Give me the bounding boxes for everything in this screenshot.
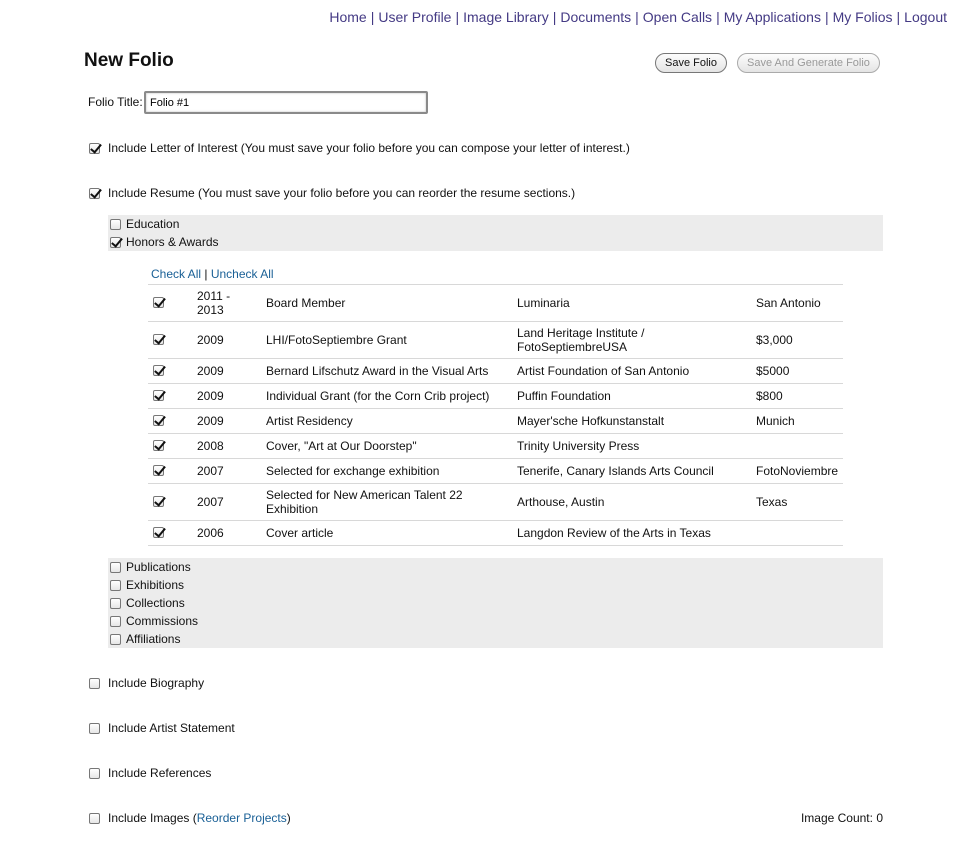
award-checkbox[interactable] <box>153 390 164 401</box>
award-checkbox[interactable] <box>153 415 164 426</box>
award-organization: Trinity University Press <box>517 439 640 453</box>
award-title: Cover, "Art at Our Doorstep" <box>266 439 417 453</box>
award-year: 2009 <box>197 364 224 378</box>
award-location: $800 <box>756 389 783 403</box>
education-label: Education <box>126 217 180 231</box>
nav-separator: | <box>716 9 720 25</box>
award-checkbox[interactable] <box>153 465 164 476</box>
save-and-generate-folio-button[interactable]: Save And Generate Folio <box>737 53 880 73</box>
award-title: Artist Residency <box>266 414 353 428</box>
award-title: Selected for exchange exhibition <box>266 464 440 478</box>
uncheck-all-link[interactable]: Uncheck All <box>210 267 274 281</box>
nav-separator: | <box>824 9 829 25</box>
award-location: Munich <box>756 414 795 428</box>
award-checkbox[interactable] <box>153 440 164 451</box>
award-checkbox[interactable] <box>153 365 164 376</box>
award-organization: Langdon Review of the Arts in Texas <box>517 526 711 540</box>
top-navigation <box>329 9 947 25</box>
award-organization: Arthouse, Austin <box>517 495 605 509</box>
include-images-label <box>108 811 291 825</box>
include-letter-checkbox[interactable] <box>89 143 100 154</box>
include-images-suffix: ) <box>286 811 291 825</box>
award-year: 2009 <box>197 333 224 347</box>
link-separator: | <box>204 267 208 281</box>
award-organization: Tenerife, Canary Islands Arts Council <box>517 464 714 478</box>
affiliations-label: Affiliations <box>126 632 181 646</box>
save-folio-button[interactable]: Save Folio <box>655 53 727 73</box>
award-organization: Artist Foundation of San Antonio <box>517 364 690 378</box>
table-row <box>148 434 843 459</box>
nav-my-folios[interactable]: My Folios <box>832 9 893 25</box>
include-biography-label: Include Biography <box>108 676 205 690</box>
affiliations-checkbox[interactable] <box>110 634 121 645</box>
award-year: 2007 <box>197 464 224 478</box>
nav-logout[interactable]: Logout <box>904 9 947 25</box>
nav-documents[interactable]: Documents <box>560 9 632 25</box>
award-title: Cover article <box>266 526 334 540</box>
table-row <box>148 359 843 384</box>
award-location: Texas <box>756 495 788 509</box>
nav-my-applications[interactable]: My Applications <box>723 9 821 25</box>
award-organization: Luminaria <box>517 296 570 310</box>
commissions-label: Commissions <box>126 614 199 628</box>
honors-awards-label: Honors & Awards <box>126 235 219 249</box>
nav-open-calls[interactable]: Open Calls <box>642 9 713 25</box>
include-letter-label: Include Letter of Interest (You must save your folio before you can compose your letter of interest.) <box>108 141 630 155</box>
include-resume-label: Include Resume (You must save your folio before you can reorder the resume sections.) <box>108 186 576 200</box>
resume-sections-panel <box>108 558 883 648</box>
award-organization: Land Heritage Institute / FotoSeptiembreUSA <box>517 326 645 354</box>
award-location: $3,000 <box>756 333 793 347</box>
nav-user-profile[interactable]: User Profile <box>378 9 452 25</box>
nav-separator: | <box>635 9 639 25</box>
table-row <box>148 384 843 409</box>
honors-awards-table <box>148 284 843 546</box>
award-location: $5000 <box>756 364 790 378</box>
education-checkbox[interactable] <box>110 219 121 230</box>
award-year: 2006 <box>197 526 224 540</box>
award-checkbox[interactable] <box>153 334 164 345</box>
award-year: 2008 <box>197 439 224 453</box>
award-title: Board Member <box>266 296 346 310</box>
honors-awards-checkbox[interactable] <box>110 237 121 248</box>
nav-home[interactable]: Home <box>329 9 367 25</box>
award-title: Individual Grant (for the Corn Crib project) <box>266 389 490 403</box>
table-row <box>148 284 843 322</box>
include-artist-statement-label: Include Artist Statement <box>108 721 235 735</box>
exhibitions-checkbox[interactable] <box>110 580 121 591</box>
collections-checkbox[interactable] <box>110 598 121 609</box>
resume-sections-panel <box>108 215 883 251</box>
nav-separator: | <box>896 9 901 25</box>
page-title: New Folio <box>84 50 174 71</box>
include-biography-checkbox[interactable] <box>89 678 100 689</box>
nav-separator: | <box>552 9 557 25</box>
award-title: Selected for New American Talent 22 Exhibition <box>266 488 463 516</box>
award-year: 2007 <box>197 495 224 509</box>
award-year: 2009 <box>197 389 224 403</box>
table-row <box>148 521 843 546</box>
commissions-checkbox[interactable] <box>110 616 121 627</box>
check-all-link[interactable]: Check All <box>151 267 202 281</box>
include-images-text: Include Images ( <box>108 811 197 825</box>
collections-label: Collections <box>126 596 185 610</box>
nav-separator: | <box>370 9 375 25</box>
award-organization: Mayer'sche Hofkunstanstalt <box>517 414 665 428</box>
publications-label: Publications <box>126 560 191 574</box>
nav-image-library[interactable]: Image Library <box>463 9 549 25</box>
folio-title-input[interactable] <box>144 91 428 114</box>
table-row <box>148 459 843 484</box>
image-count: Image Count: 0 <box>800 811 883 825</box>
include-resume-checkbox[interactable] <box>89 188 100 199</box>
table-row <box>148 322 843 359</box>
award-title: Bernard Lifschutz Award in the Visual Arts <box>266 364 489 378</box>
table-row <box>148 409 843 434</box>
reorder-projects-link[interactable]: Reorder Projects <box>196 811 287 825</box>
award-checkbox[interactable] <box>153 297 164 308</box>
award-year: 2011 - 2013 <box>197 289 231 317</box>
exhibitions-label: Exhibitions <box>126 578 185 592</box>
include-references-checkbox[interactable] <box>89 768 100 779</box>
include-references-label: Include References <box>108 766 212 780</box>
award-checkbox[interactable] <box>153 496 164 507</box>
nav-separator: | <box>455 9 460 25</box>
table-row <box>148 484 843 521</box>
award-title: LHI/FotoSeptiembre Grant <box>266 333 407 347</box>
award-location: San Antonio <box>756 296 821 310</box>
check-all-links <box>151 267 274 281</box>
publications-checkbox[interactable] <box>110 562 121 573</box>
include-artist-statement-checkbox[interactable] <box>89 723 100 734</box>
award-organization: Puffin Foundation <box>517 389 611 403</box>
include-images-checkbox[interactable] <box>89 813 100 824</box>
award-location: FotoNoviembre <box>756 464 839 478</box>
award-year: 2009 <box>197 414 224 428</box>
folio-title-label: Folio Title: <box>88 95 143 109</box>
award-checkbox[interactable] <box>153 527 164 538</box>
